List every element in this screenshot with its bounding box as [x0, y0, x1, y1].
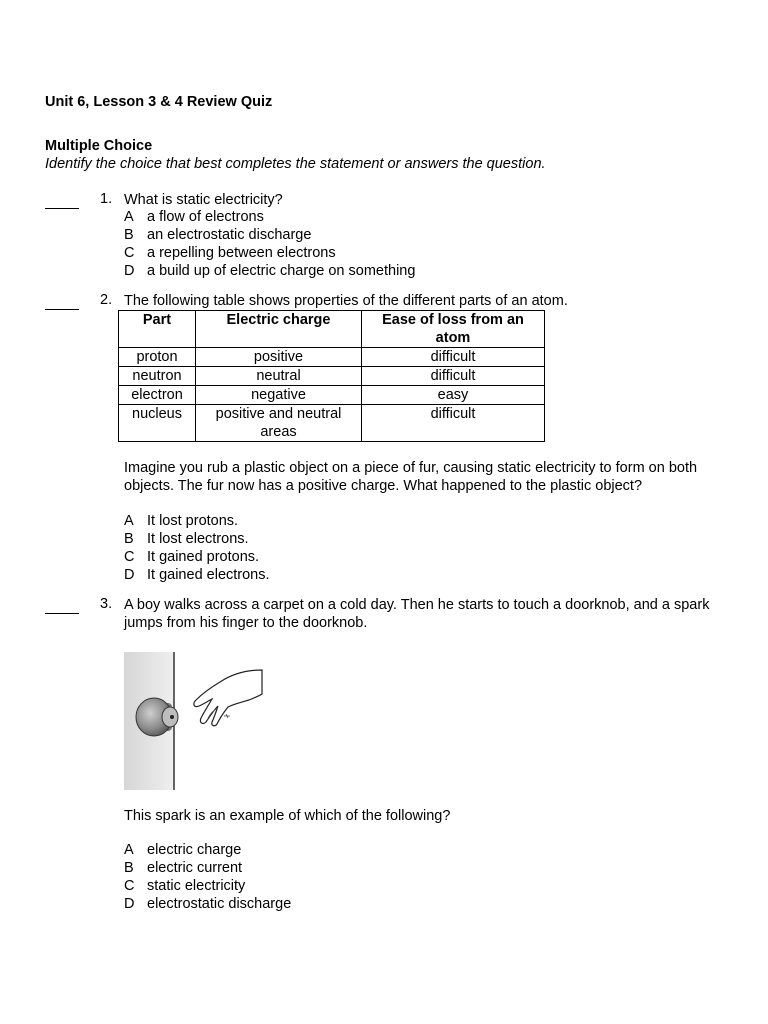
option-text: electric current — [147, 860, 243, 876]
question-number: 2. — [100, 292, 113, 308]
option-text: It gained electrons. — [147, 567, 270, 583]
instructions: Identify the choice that best completes the statement or answers the question. — [45, 156, 546, 172]
atom-properties-table — [118, 310, 545, 442]
table-cell: negative — [196, 386, 362, 405]
option-letter: C — [124, 549, 135, 565]
option-letter: D — [124, 263, 135, 279]
table-cell: nucleus — [119, 405, 196, 442]
option-text: an electrostatic discharge — [147, 227, 312, 243]
option-text: a flow of electrons — [147, 209, 264, 225]
answer-blank[interactable] — [45, 612, 79, 614]
table-row — [119, 348, 545, 367]
option-text: static electricity — [147, 878, 246, 894]
table-header: Electric charge — [196, 311, 362, 348]
option-letter: D — [124, 896, 135, 912]
table-row — [119, 405, 545, 442]
quiz-title: Unit 6, Lesson 3 & 4 Review Quiz — [45, 94, 273, 110]
question-number: 3. — [100, 596, 113, 612]
option-letter: B — [124, 227, 134, 243]
question-number: 1. — [100, 191, 113, 207]
option-text: It gained protons. — [147, 549, 260, 565]
table-cell: neutral — [196, 367, 362, 386]
section-heading: Multiple Choice — [45, 138, 153, 154]
option-letter: B — [124, 531, 134, 547]
table-header-row — [119, 311, 545, 348]
answer-blank[interactable] — [45, 207, 79, 209]
option-letter: C — [124, 878, 135, 894]
table-cell: difficult — [362, 367, 545, 386]
option-text: It lost protons. — [147, 513, 239, 529]
question-stem: The following table shows properties of the different parts of an atom. — [124, 293, 568, 309]
table-cell: difficult — [362, 405, 545, 442]
option-text: a build up of electric charge on something — [147, 263, 416, 279]
option-text: a repelling between electrons — [147, 245, 336, 261]
option-letter: B — [124, 860, 134, 876]
option-letter: D — [124, 567, 135, 583]
question-follow-up: This spark is an example of which of the following? — [124, 808, 451, 824]
table-row — [119, 367, 545, 386]
table-header: Ease of loss from an atom — [362, 311, 545, 348]
question-stem: A boy walks across a carpet on a cold day. Then he starts to touch a doorknob, and a spark jumps from his finger to the doorknob. — [124, 597, 710, 631]
option-letter: A — [124, 209, 134, 225]
table-cell: neutron — [119, 367, 196, 386]
table-cell: difficult — [362, 348, 545, 367]
option-letter: A — [124, 513, 134, 529]
option-letter: A — [124, 842, 134, 858]
table-cell: positive — [196, 348, 362, 367]
option-letter: C — [124, 245, 135, 261]
spark — [224, 714, 230, 718]
hand-doorknob-illustration — [124, 652, 274, 792]
option-text: electric charge — [147, 842, 242, 858]
table-row — [119, 386, 545, 405]
option-text: It lost electrons. — [147, 531, 249, 547]
table-cell: easy — [362, 386, 545, 405]
option-text: electrostatic discharge — [147, 896, 292, 912]
hand-doorknob-icon — [124, 652, 274, 792]
keyhole — [170, 715, 174, 719]
answer-blank[interactable] — [45, 308, 79, 310]
table-cell: electron — [119, 386, 196, 405]
table-cell: positive and neutral areas — [196, 405, 362, 442]
question-stem: What is static electricity? — [124, 192, 283, 208]
question-follow-up: Imagine you rub a plastic object on a piece of fur, causing static electricity to form on both objects. The fur now has a positive charge. What happened to the plastic object? — [124, 460, 698, 494]
table-header: Part — [119, 311, 196, 348]
table-cell: proton — [119, 348, 196, 367]
